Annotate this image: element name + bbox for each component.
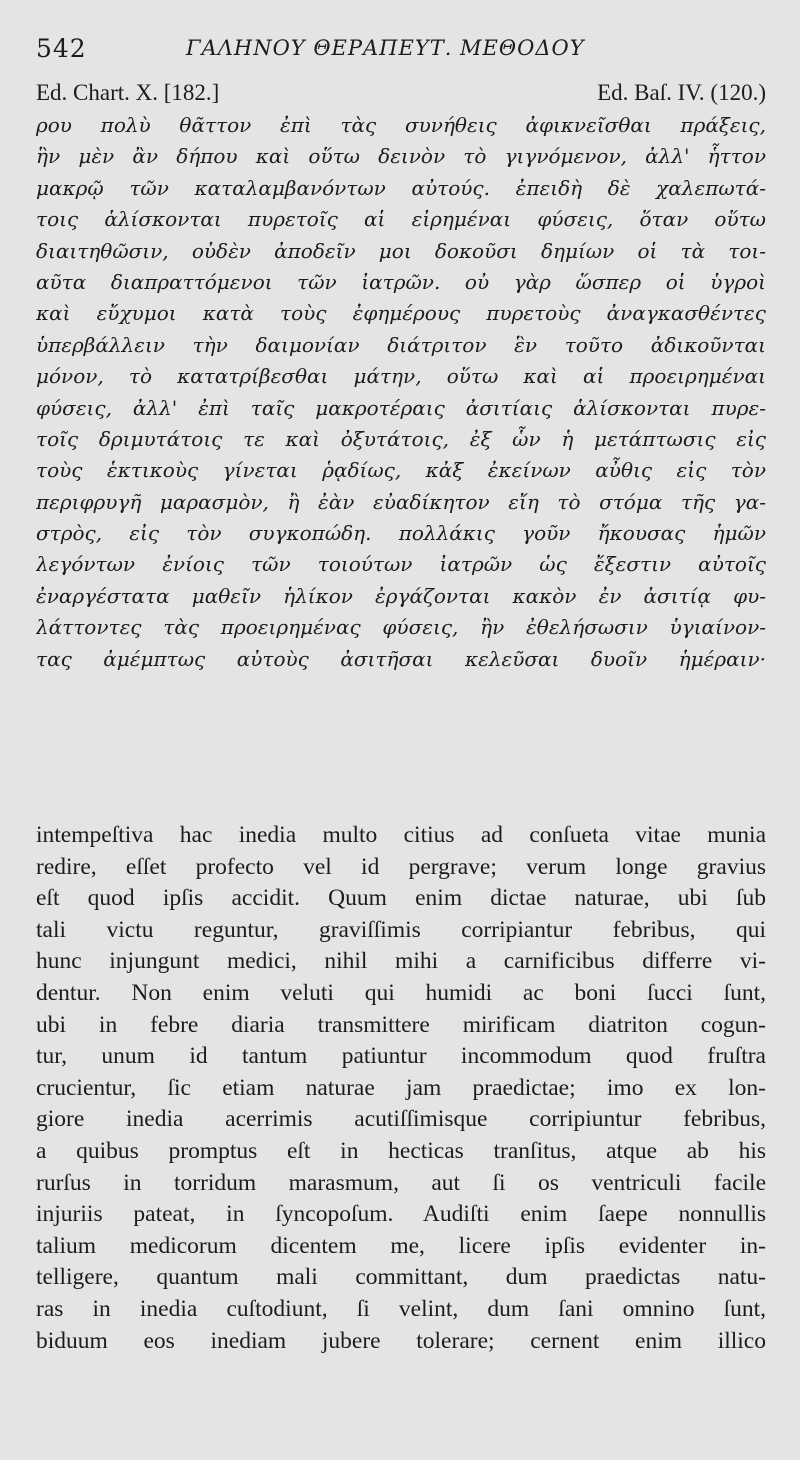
- latin-line: a quibus promptus eſt in hecticas tranſitus, atque ab his: [36, 1137, 766, 1164]
- latin-line: intempeſtiva hac inedia multo citius ad conſueta vitae munia: [36, 822, 766, 848]
- latin-line: redire, eſſet profecto vel id pergrave; verum longe gravius: [36, 853, 766, 880]
- greek-line: περιφρυγῆ μαρασμὸν, ἢ ἐὰν εὐαδίκητον εἴη τὸ στόμα τῆς γα-: [36, 489, 766, 514]
- page-number: 542: [36, 34, 87, 63]
- latin-line: biduum eos inediam jubere tolerare; cernent enim illico: [36, 1327, 766, 1354]
- greek-line: τοῖς δριμυτάτοις τε καὶ ὀξυτάτοις, ἐξ ὧν ἡ μετάπτωσις εἰς: [36, 426, 766, 451]
- latin-text-block: [36, 820, 766, 1357]
- greek-line: ἐναργέστατα μαθεῖν ἡλίκον ἐργάζονται κακὸν ἐν ἀσιτίᾳ φυ-: [36, 583, 766, 608]
- edition-reference-line: [36, 80, 766, 108]
- latin-line: injuriis pateat, in ſyncopoſum. Audiſti enim ſaepe nonnullis: [36, 1201, 766, 1228]
- greek-line: μόνον, τὸ κατατρίβεσθαι μάτην, οὕτω καὶ αἱ προειρημέναι: [36, 364, 766, 389]
- latin-line: rurſus in torridum marasmum, aut ſi os ventriculi facile: [36, 1169, 766, 1196]
- greek-line: διαιτηθῶσιν, οὐδὲν ἀποδεῖν μοι δοκοῦσι δημίων οἱ τὰ τοι-: [36, 238, 766, 263]
- greek-line: καὶ εὔχυμοι κατὰ τοὺς ἐφημέρους πυρετοὺς ἀναγκασθέντες: [36, 301, 766, 326]
- greek-line: μακρῷ τῶν καταλαμβανόντων αὐτούς. ἐπειδὴ δὲ χαλεπωτά-: [36, 175, 766, 200]
- page-header: [36, 34, 766, 68]
- latin-line: giore inedia acerrimis acutiſſimisque corripiuntur febribus,: [36, 1106, 766, 1133]
- greek-line: τοις ἁλίσκονται πυρετοῖς αἱ εἰρημέναι φύσεις, ὅταν οὕτω: [36, 207, 766, 232]
- greek-line: λεγόντων ἐνίοις τῶν τοιούτων ἰατρῶν ὡς ἔξεστιν αὐτοῖς: [36, 552, 766, 577]
- greek-line: φύσεις, ἀλλ' ἐπὶ ταῖς μακροτέραις ἀσιτίαις ἁλίσκονται πυρε-: [36, 395, 766, 420]
- greek-line: λάττοντες τὰς προειρημένας φύσεις, ἢν ἐθελήσωσιν ὑγιαίνον-: [36, 615, 766, 640]
- greek-line: τας ἀμέμπτως αὐτοὺς ἀσιτῆσαι κελεῦσαι δυοῖν ἡμέραιν·: [36, 646, 766, 671]
- greek-line: στρὸς, εἰς τὸν συγκοπώδη. πολλάκις γοῦν ἤκουσας ἡμῶν: [36, 521, 766, 546]
- latin-line: tali victu reguntur, graviſſimis corripiantur febribus, qui: [36, 916, 766, 943]
- latin-line: eſt quod ipſis accidit. Quum enim dictae naturae, ubi ſub: [36, 885, 766, 912]
- edition-basel-reference: Ed. Baſ. IV. (120.): [597, 80, 766, 105]
- latin-line: dentur. Non enim veluti qui humidi ac boni ſucci ſunt,: [36, 979, 766, 1006]
- greek-line: ἣν μὲν ἂν δήπου καὶ οὕτω δεινὸν τὸ γιγνόμενον, ἀλλ' ἧττον: [36, 144, 766, 169]
- latin-line: talium medicorum dicentem me, licere ipſis evidenter in-: [36, 1232, 766, 1259]
- greek-line: τοὺς ἑκτικοὺς γίνεται ῥᾳδίως, κἀξ ἐκείνων αὖθις εἰς τὸν: [36, 458, 766, 483]
- greek-text-block: [36, 110, 766, 675]
- greek-line: αῦτα διαπραττόμενοι τῶν ἰατρῶν. οὐ γὰρ ὥσπερ οἱ ὑγροὶ: [36, 269, 766, 294]
- running-title: ΓΑΛΗΝΟΥ ΘΕΡΑΠΕΥΤ. ΜΕΘΟΔΟΥ: [186, 36, 585, 60]
- latin-line: tur, unum id tantum patiuntur incommodum quod fruſtra: [36, 1043, 766, 1070]
- latin-line: ras in inedia cuſtodiunt, ſi velint, dum ſani omnino ſunt,: [36, 1295, 766, 1322]
- greek-line: ὑπερβάλλειν τὴν δαιμονίαν διάτριτον ἓν τοῦτο ἀδικοῦνται: [36, 332, 766, 357]
- greek-line: ρου πολὺ θᾶττον ἐπὶ τὰς συνήθεις ἀφικνεῖσθαι πράξεις,: [36, 113, 766, 137]
- latin-line: ubi in febre diaria transmittere mirificam diatriton cogun-: [36, 1011, 766, 1038]
- latin-line: hunc injungunt medici, nihil mihi a carnificibus differre vi-: [36, 948, 766, 975]
- edition-chartier-reference: Ed. Chart. X. [182.]: [36, 80, 220, 105]
- latin-line: telligere, quantum mali committant, dum praedictas natu-: [36, 1264, 766, 1291]
- latin-line: crucientur, ſic etiam naturae jam praedictae; imo ex lon-: [36, 1074, 766, 1101]
